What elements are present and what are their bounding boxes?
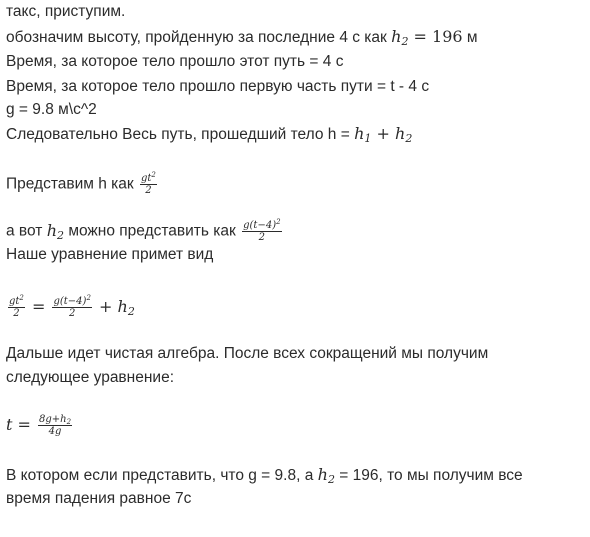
text-h2-definition: обозначим высоту, пройденную за последние 4 с как [6, 29, 387, 46]
line-conclusion-2 [6, 489, 191, 509]
text-conclusion-post: = 196, то мы получим все [339, 467, 523, 484]
line-total-path [6, 124, 412, 145]
text-total-path: Следовательно Весь путь, прошедший тело h = [6, 126, 350, 143]
text-fall-time: время падения равное 7с [6, 490, 192, 507]
formula-main-equation: $\frac{gt^2}{2}$ = $\frac{g(t-4)^2}{2}$ + $h_2$ [9, 294, 135, 319]
line-gravity [6, 100, 97, 120]
line-intro [6, 2, 125, 22]
text-intro: такс, приступим. [6, 3, 126, 20]
text-following-equation: следующее уравнение: [6, 369, 174, 386]
formula-t-equals: t = $\frac{8g+h_2}{4g}$ [6, 414, 72, 437]
line-time-first-part [6, 77, 429, 97]
formula-gt2-over-2: $\frac{gt^2}{2}$ [141, 171, 156, 196]
line-time-last-part [6, 52, 343, 72]
line-represent-h2 [6, 220, 284, 243]
text-algebra: Дальше идет чистая алгебра. После всех сокращений мы получим [6, 345, 489, 362]
text-time-last-part: Время, за которое тело прошло этот путь = 4 с [6, 53, 344, 70]
formula-h2: $h_2$ [46, 220, 64, 242]
line-following-equation [6, 368, 174, 388]
text-but-here: а вот [6, 222, 43, 240]
formula-g-t-minus-4-sq-over-2: $\frac{g(t-4)^2}{2}$ [243, 218, 281, 243]
text-can-represent: можно представить как [68, 222, 236, 240]
text-unit-m: м [466, 29, 478, 46]
text-time-first-part: Время, за которое тело прошло первую часть пути = t - 4 с [6, 78, 430, 95]
line-conclusion-1 [6, 465, 523, 486]
line-h2-definition [6, 27, 478, 48]
line-main-equation [6, 296, 135, 319]
text-represent-h: Представим h как [6, 175, 134, 193]
formula-h2-value: $h_2 = 196$ [391, 27, 463, 48]
text-conclusion-pre: В котором если представить, что g = 9.8, а [6, 467, 314, 484]
line-equation-intro [6, 245, 213, 265]
line-represent-h [6, 173, 159, 196]
line-t-equation [6, 414, 74, 437]
text-equation-intro: Наше уравнение примет вид [6, 246, 214, 263]
formula-h1-plus-h2: $h_1 + h_2$ [354, 124, 413, 145]
line-algebra [6, 344, 488, 364]
text-gravity: g = 9.8 м\с^2 [6, 101, 97, 118]
formula-h2-inline: $h_2$ [317, 465, 335, 486]
